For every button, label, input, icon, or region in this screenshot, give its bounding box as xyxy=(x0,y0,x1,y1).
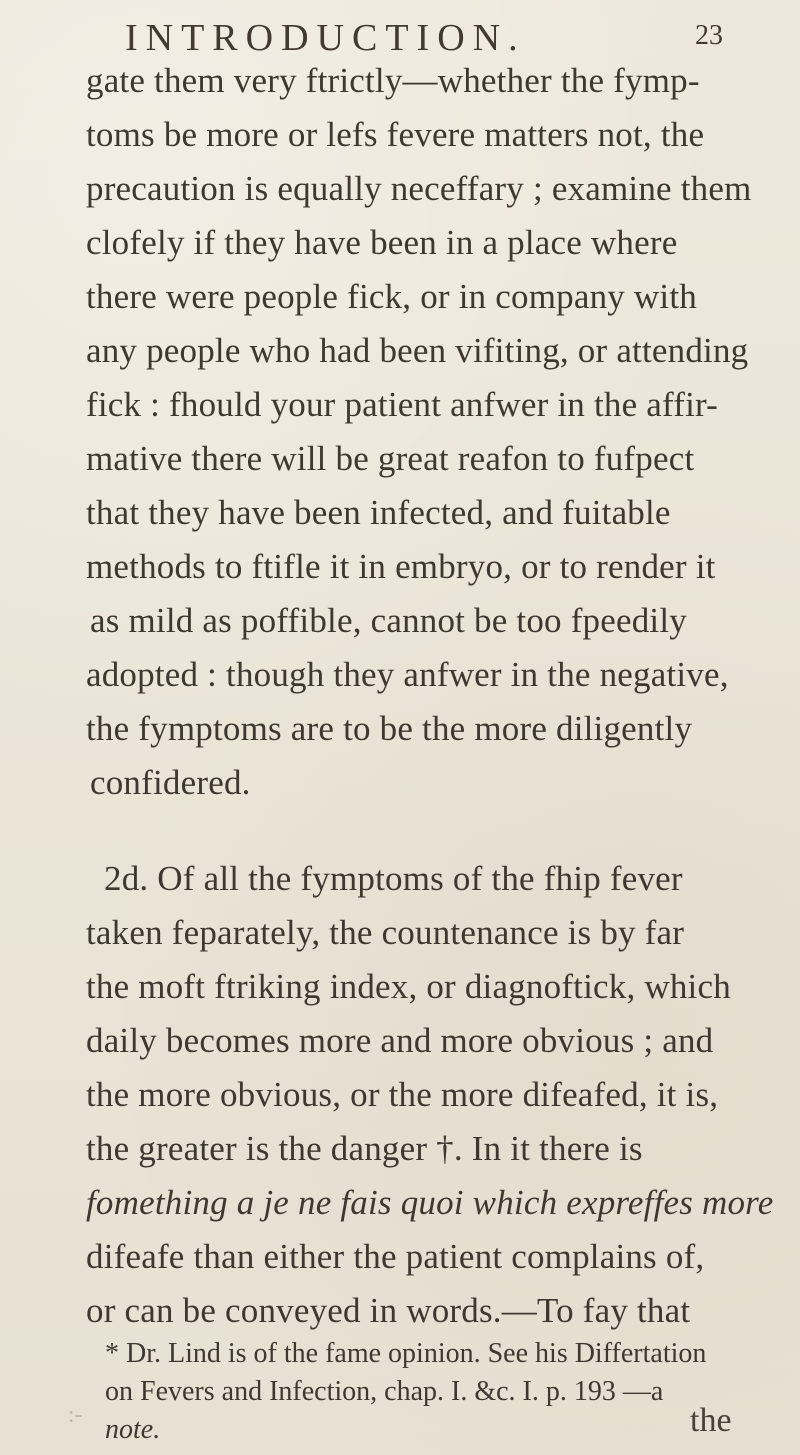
text-line-19: the more obvious, or the more difeafed, it is, xyxy=(86,1075,719,1114)
text-line-9: that they have been infected, and fuitable xyxy=(86,493,671,532)
text-line-2: toms be more or lefs fevere matters not, the xyxy=(86,115,705,154)
paragraph-gap xyxy=(86,810,766,852)
footnote-line-3: note. xyxy=(105,1414,161,1445)
text-line-20: the greater is the danger †. In it there is xyxy=(86,1129,643,1168)
text-line-14: confidered. xyxy=(90,763,251,802)
text-line-7: fick : fhould your patient anfwer in the affir- xyxy=(86,385,718,424)
footnote xyxy=(105,1335,755,1449)
text-line-8: mative there will be great reafon to fufpect xyxy=(86,439,695,478)
margin-mark: :- xyxy=(68,1402,83,1428)
text-line-13: the fymptoms are to be the more diligently xyxy=(86,709,693,748)
text-line-5: there were people fick, or in company with xyxy=(86,277,697,316)
text-line-23: or can be conveyed in words.—To fay that xyxy=(86,1291,691,1330)
text-line-10: methods to ftifle it in embryo, or to render it xyxy=(86,547,716,586)
page-number: 23 xyxy=(695,20,723,51)
catchword: the xyxy=(690,1402,732,1439)
text-line-11: as mild as poffible, cannot be too fpeedily xyxy=(90,601,687,640)
text-line-22: difeafe than either the patient complains of, xyxy=(86,1237,705,1276)
text-line-4: clofely if they have been in a place where xyxy=(86,223,678,262)
main-text xyxy=(86,54,774,1338)
footnote-line-1: * Dr. Lind is of the fame opinion. See his Differtation xyxy=(105,1338,707,1369)
text-line-18: daily becomes more and more obvious ; and xyxy=(86,1021,714,1060)
text-line-21: fomething a je ne fais quoi which expreffes more xyxy=(86,1183,774,1222)
text-line-1: gate them very ftrictly—whether the fymp- xyxy=(86,61,700,100)
text-line-15: 2d. Of all the fymptoms of the fhip fever xyxy=(104,859,683,898)
text-line-6: any people who had been vifiting, or attending xyxy=(86,331,749,370)
text-line-12: adopted : though they anfwer in the negative, xyxy=(86,655,729,694)
text-line-17: the moft ftriking index, or diagnoftick, which xyxy=(86,967,731,1006)
footnote-line-2: on Fevers and Infection, chap. I. &c. I. p. 193 —a xyxy=(105,1376,664,1407)
text-line-16: taken feparately, the countenance is by far xyxy=(86,913,685,952)
running-head: INTRODUCTION. xyxy=(125,17,526,59)
text-line-3: precaution is equally neceffary ; examine them xyxy=(86,169,752,208)
